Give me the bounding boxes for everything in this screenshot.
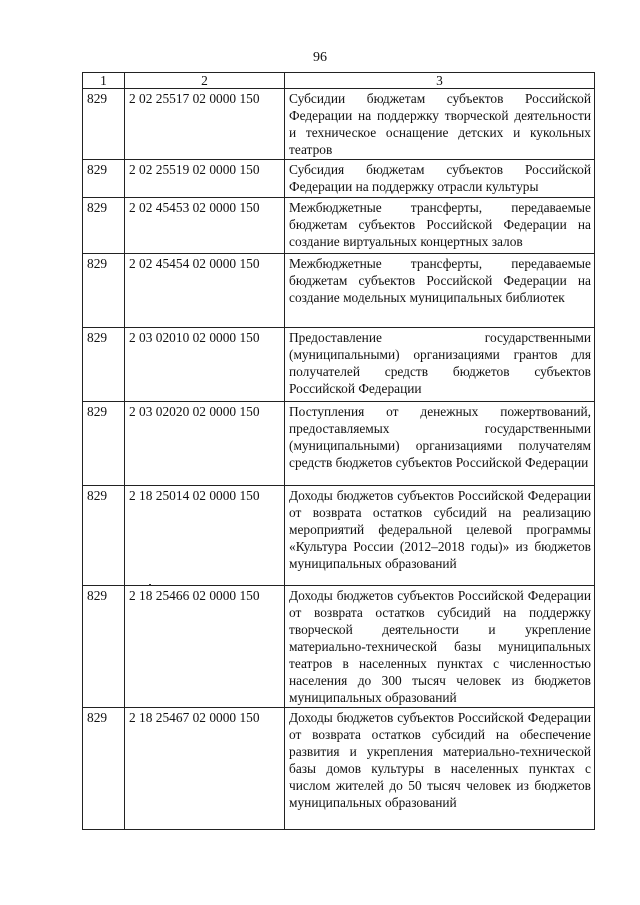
description-cell: Поступления от денежных пожертвований, предоставляемых государственными (муниципальными) организациями получателям средств бюджетов субъектов Российской Федерации: [285, 402, 595, 486]
admin-code-cell: 829: [83, 402, 125, 486]
table-row: [83, 586, 595, 708]
table-row: [83, 198, 595, 254]
admin-code-cell: 829: [83, 586, 125, 708]
table-row: [83, 708, 595, 830]
budget-code-cell: 2 03 02020 02 0000 150: [125, 402, 285, 486]
column-header-1: 1: [83, 73, 125, 89]
table-row: [83, 328, 595, 402]
table-row: [83, 160, 595, 198]
admin-code-cell: 829: [83, 708, 125, 830]
admin-code-cell: 829: [83, 160, 125, 198]
admin-code-cell: 829: [83, 486, 125, 586]
column-header-3: 3: [285, 73, 595, 89]
description-cell: Межбюджетные трансферты, передаваемые бюджетам субъектов Российской Федерации на создание виртуальных концертных залов: [285, 198, 595, 254]
description-cell: Доходы бюджетов субъектов Российской Федерации от возврата остатков субсидий на реализацию мероприятий федеральной целевой программы «Культура России (2012–2018 годы)» из бюджетов муниципальных образований: [285, 486, 595, 586]
admin-code-cell: 829: [83, 198, 125, 254]
table-header-row: [83, 73, 595, 89]
budget-code-cell: 2 02 45453 02 0000 150: [125, 198, 285, 254]
description-cell: Субсидия бюджетам субъектов Российской Федерации на поддержку отрасли культуры: [285, 160, 595, 198]
description-cell: Доходы бюджетов субъектов Российской Федерации от возврата остатков субсидий на поддержку творческой деятельности и укрепление материально-технической базы муниципальных театров в населенных пунктах с численностью населения до 300 тысяч человек из бюджетов муниципальных образований: [285, 586, 595, 708]
budget-code-cell: 2 02 45454 02 0000 150: [125, 254, 285, 328]
budget-code-cell: 2 18 25466 02 0000 150: [125, 586, 285, 708]
table-row: [83, 402, 595, 486]
page-number: 96: [313, 50, 327, 65]
admin-code-cell: 829: [83, 89, 125, 160]
budget-revenue-table: [82, 72, 595, 830]
table-row: [83, 486, 595, 586]
budget-code-cell: 2 18 25014 02 0000 150: [125, 486, 285, 586]
description-cell: Предоставление государственными (муниципальными) организациями грантов для получателей средств бюджетов субъектов Российской Федерации: [285, 328, 595, 402]
budget-code-cell: 2 03 02010 02 0000 150: [125, 328, 285, 402]
description-cell: Межбюджетные трансферты, передаваемые бюджетам субъектов Российской Федерации на создание модельных муниципальных библиотек: [285, 254, 595, 328]
admin-code-cell: 829: [83, 328, 125, 402]
table-row: [83, 254, 595, 328]
description-cell: Субсидии бюджетам субъектов Российской Федерации на поддержку творческой деятельности и техническое оснащение детских и кукольных театров: [285, 89, 595, 160]
column-header-2: 2: [125, 73, 285, 89]
budget-code-cell: 2 02 25519 02 0000 150: [125, 160, 285, 198]
admin-code-cell: 829: [83, 254, 125, 328]
table-row: [83, 89, 595, 160]
scan-speck: [149, 584, 151, 586]
description-cell: Доходы бюджетов субъектов Российской Федерации от возврата остатков субсидий на обеспечение развития и укрепления материально-технической базы домов культуры в населенных пунктах с числом жителей до 50 тысяч человек из бюджетов муниципальных образований: [285, 708, 595, 830]
table-body: [83, 89, 595, 830]
budget-code-cell: 2 02 25517 02 0000 150: [125, 89, 285, 160]
budget-code-cell: 2 18 25467 02 0000 150: [125, 708, 285, 830]
